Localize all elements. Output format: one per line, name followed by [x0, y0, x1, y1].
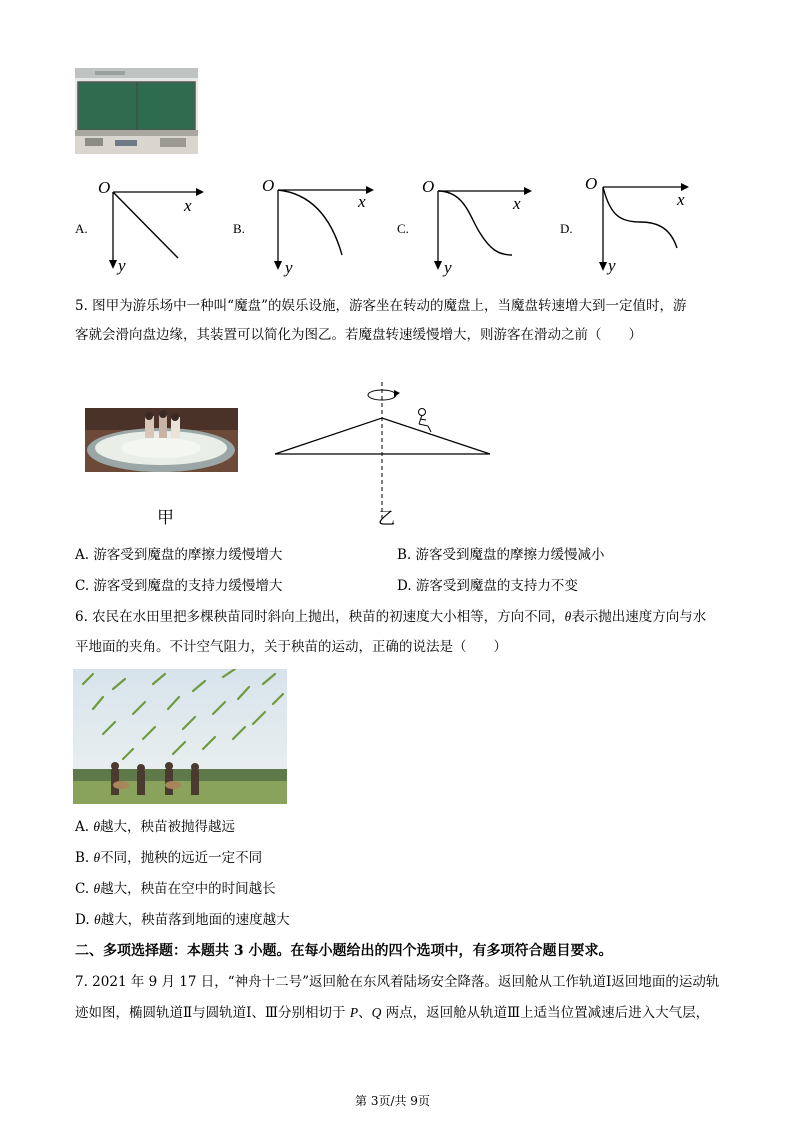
blackboard-photo: [75, 68, 198, 154]
q6-option-a-text: 越大，秧苗被抛得越远: [99, 819, 235, 835]
q4-c-x-label: x: [513, 194, 521, 213]
q6-option-b-text: 不同，抛秧的远近一定不同: [100, 850, 263, 866]
q4-a-origin: O: [98, 178, 111, 197]
q4-graph-a: [96, 178, 206, 278]
q4-b-x-label: x: [358, 192, 366, 211]
q5-option-b: B. 游客受到魔盘的摩擦力缓慢减小: [397, 547, 605, 563]
section2-heading: 二、多项选择题：本题共 3 小题。在每小题给出的四个选项中，有多项符合题目要求。: [75, 943, 613, 959]
q4-d-x-label: x: [677, 190, 685, 209]
q4-graph-c: [420, 173, 540, 278]
q7-line2-part1: 迹如图，椭圆轨道Ⅱ与圆轨道Ⅰ、Ⅲ分别相切于: [75, 1005, 350, 1021]
q6-option-b: [75, 848, 262, 868]
q6-stem-line2: 平地面的夹角。不计空气阻力，关于秧苗的运动，正确的说法是（ ）: [75, 639, 507, 655]
theta-symbol: θ: [93, 850, 101, 865]
q7-line2-part2: 两点，返回舱从轨道Ⅲ上适当位置减速后进入大气层，: [381, 1005, 710, 1021]
q4-graphs: [0, 170, 794, 280]
q6-option-c: [75, 879, 276, 899]
q4-c-y-label: y: [444, 258, 452, 277]
theta-symbol: θ: [93, 912, 101, 927]
q5-stem-line2: 客就会滑向盘边缘，其装置可以简化为图乙。若魔盘转速缓慢增大，则游客在滑动之前（ ）: [75, 327, 642, 343]
q6-option-a: [75, 817, 235, 837]
rice-throwing-photo: [73, 669, 287, 804]
theta-symbol: θ: [93, 881, 101, 896]
magic-disc-photo: [85, 408, 238, 472]
q6-stem-part1: 6. 农民在水田里把多棵秧苗同时斜向上抛出，秧苗的初速度大小相等，方向不同，: [75, 609, 565, 625]
q6-option-c-text: 越大，秧苗在空中的时间越长: [100, 881, 276, 897]
q7-line2: [75, 1003, 709, 1023]
q6-option-b-prefix: B.: [75, 850, 94, 866]
caption-yi: 乙: [378, 509, 395, 529]
q4-option-d-label: D.: [560, 221, 573, 236]
point-p: P: [349, 1005, 359, 1020]
q5-stem-line1: 5. 图甲为游乐场中一种叫“魔盘”的娱乐设施，游客坐在转动的魔盘上，当魔盘转速增大到一定值时，游: [75, 298, 687, 314]
q7-line2-sep: 、: [358, 1005, 372, 1021]
q5-option-c: C. 游客受到魔盘的支持力缓慢增大: [75, 578, 283, 594]
magic-disc-diagram: [270, 382, 500, 522]
q4-option-c-label: C.: [397, 221, 409, 236]
q5-option-d: D. 游客受到魔盘的支持力不变: [397, 578, 578, 594]
q4-b-y-label: y: [285, 258, 293, 277]
q6-stem-part2: 表示抛出速度方向与水: [571, 609, 707, 625]
q4-graph-d: [585, 170, 705, 275]
q4-a-y-label: y: [118, 256, 126, 275]
q6-option-d: [75, 910, 290, 930]
q6-option-a-prefix: A.: [75, 819, 94, 835]
q4-graph-b: [260, 173, 380, 278]
q4-c-origin: O: [422, 177, 435, 196]
q6-option-d-text: 越大，秧苗落到地面的速度越大: [100, 912, 290, 928]
caption-jia: 甲: [157, 508, 174, 528]
q6-option-d-prefix: D.: [75, 912, 94, 928]
point-q: Q: [371, 1005, 382, 1020]
q5-option-a: A. 游客受到魔盘的摩擦力缓慢增大: [75, 547, 283, 563]
q6-stem-line1: [75, 607, 706, 627]
theta-symbol: θ: [93, 819, 100, 834]
q4-a-x-label: x: [184, 196, 192, 215]
q4-d-origin: O: [585, 174, 598, 193]
person-icon: [419, 409, 432, 433]
q7-line1: 7. 2021 年 9 月 17 日，“神舟十二号”返回舱在东风着陆场安全降落。返回舱从工作轨道Ⅰ返回地面的运动轨: [75, 974, 720, 990]
page-footer: 第 3页/共 9页: [355, 1094, 430, 1108]
q6-option-c-prefix: C.: [75, 881, 94, 897]
q4-d-y-label: y: [608, 256, 616, 275]
q4-option-b-label: B.: [233, 221, 245, 236]
theta-symbol: θ: [564, 609, 572, 624]
q4-b-origin: O: [262, 176, 275, 195]
q4-option-a-label: A.: [75, 221, 88, 236]
